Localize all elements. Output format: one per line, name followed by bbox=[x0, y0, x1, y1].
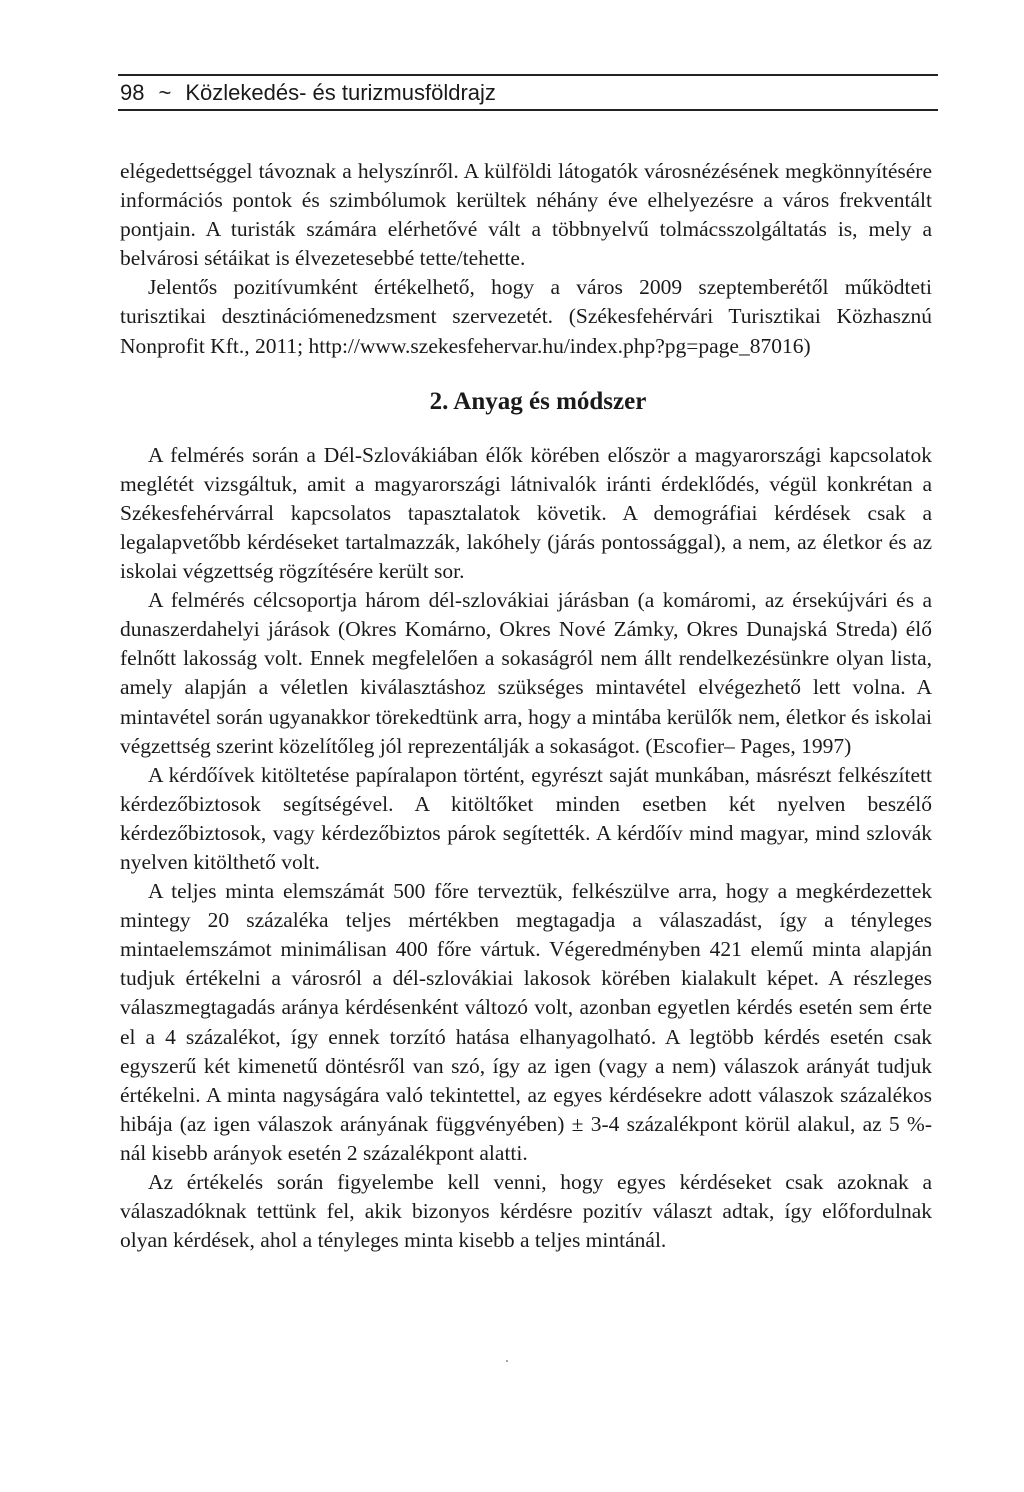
header-top-rule bbox=[118, 74, 938, 76]
header-bottom-rule bbox=[118, 109, 938, 111]
header-separator: ~ bbox=[158, 80, 172, 105]
paragraph: Az értékelés során figyelembe kell venni, hogy egyes kérdéseket csak azoknak a válaszadóknak tettünk fel, akik bizonyos kérdésre pozitív választ adtak, így előfordulnak olyan kérdések, ahol a tényleges minta kisebb a teljes mintánál. bbox=[120, 1170, 932, 1253]
paragraph: A felmérés során a Dél-Szlovákiában élők körében először a magyarországi kapcsolatok meglétét vizsgáltuk, amit a magyarországi látnivalók iránti érdeklődés, végül konkrétan a Székesfehérvárral kapcsolatos tapasztalatok követik. A demográfiai kérdések csak a legalapvetőbb kérdéseket tartalmazzák, lakóhely (járás pontossággal), a nem, az életkor és az iskolai végzettség rögzítésére került sor. bbox=[120, 442, 932, 584]
paragraph-continued: elégedettséggel távoznak a helyszínről. A külföldi látogatók városnézésének megkönnyítésére információs pontok és szimbólumok kerültek néhány éve elhelyezésre a város frekventált pontjain. A turisták számára elérhetővé vált a többnyelvű tolmácsszolgáltatás is, mely a belvárosi sétáikat is élvezetesebbé tette/tehette. bbox=[120, 159, 932, 271]
running-title: Közlekedés- és turizmusföldrajz bbox=[185, 80, 496, 105]
paragraph: A felmérés célcsoportja három dél-szlovákiai járásban (a komáromi, az érsekújvári és a dunaszerdahelyi járások (Okres Komárno, Okres Nové Zámky, Okres Dunajská Streda) élő felnőtt lakosság volt. Ennek megfelelően a sokaságról nem állt rendelkezésünkre olyan lista, amely alapján a véletlen kiválasztáshoz szükséges mintavétel elvégezhető lett volna. A mintavétel során ugyanakkor törekedtünk arra, hogy a mintába kerülők nem, életkor és iskolai végzettség szerint közelítőleg jól reprezentálják a sokaságot. (Escofier– Pages, 1997) bbox=[120, 588, 932, 758]
running-header bbox=[120, 80, 940, 106]
paragraph: A teljes minta elemszámát 500 főre terveztük, felkészülve arra, hogy a megkérdezettek mintegy 20 százaléka teljes mértékben megtagadja a válaszadást, így a tényleges mintaelemszámot minimálisan 400 főre vártuk. Végeredményben 421 elemű minta alapján tudjuk értékelni a városról a dél-szlovákiai lakosok körében kialakult képet. A részleges válaszmegtagadás aránya kérdésenként változó volt, azonban egyetlen kérdés esetén sem érte el a 4 százalékot, így ennek torzító hatása elhanyagolható. A legtöbb kérdés esetén csak egyszerű két kimenetű döntésről van szó, így az igen (vagy a nem) válaszok arányát tudjuk értékelni. A minta nagyságára való tekintettel, az egyes kérdésekre adott válaszok százalékos hibája (az igen válaszok arányának függvényében) ± 3-4 százalékpont körül alakul, az 5 %-nál kisebb arányok esetén 2 százalékpont alatti. bbox=[120, 879, 932, 1165]
body-text bbox=[120, 157, 932, 1255]
print-speck bbox=[506, 1360, 508, 1362]
section-heading: 2. Anyag és módszer bbox=[429, 387, 647, 415]
paragraph: Jelentős pozitívumként értékelhető, hogy a város 2009 szeptemberétől működteti turisztikai desztinációmenedzsment szervezetét. (Székesfehérvári Turisztikai Közhasznú Nonprofit Kft., 2011; http://www.szekesfehervar.hu/index.php?pg=page_87016) bbox=[120, 275, 932, 358]
paragraph: A kérdőívek kitöltetése papíralapon történt, egyrészt saját munkában, másrészt felkészített kérdezőbiztosok segítségével. A kitöltőket minden esetben két nyelven beszélő kérdezőbiztosok, vagy kérdezőbiztos párok segítették. A kérdőív mind magyar, mind szlovák nyelven kitölthető volt. bbox=[120, 762, 932, 874]
page-number: 98 bbox=[120, 80, 145, 105]
